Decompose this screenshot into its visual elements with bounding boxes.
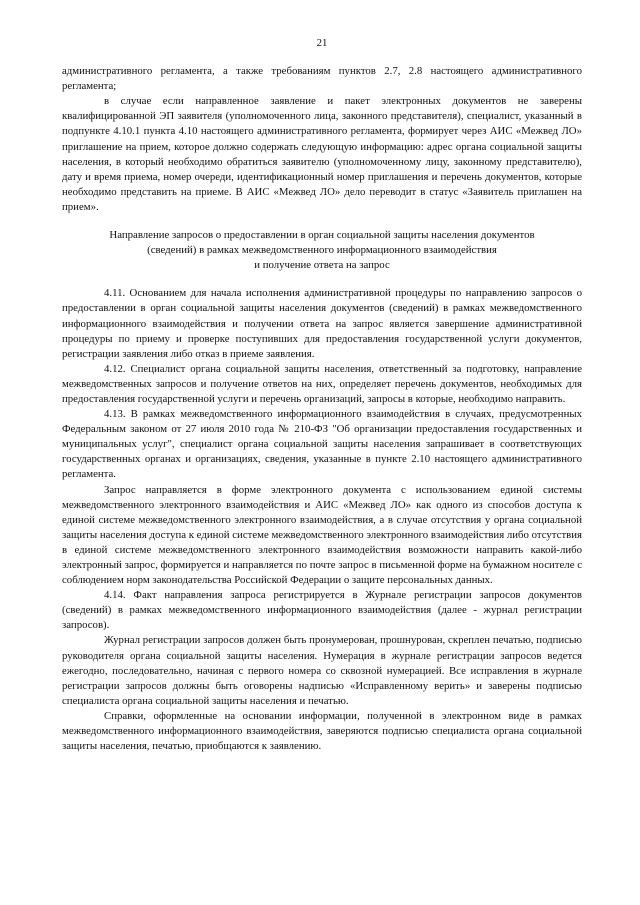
paragraph-request-form: Запрос направляется в форме электронного документа с использованием единой системы межведомственного электронного взаимодействия и АИС «Межвед ЛО» как одного из способов доступа к единой системе межведомственного электронного взаимодействия, а в случае отсутствия у органа социальной защиты населения доступа к единой системе межведомственного электронного взаимодействия либо отсутствия в единой системе межведомственного электронного взаимодействия возможности направить какой-либо электронный запрос, формируется и направляется по почте запрос в письменной форме на бумажном носителе с соблюдением норм законодательства Российской Федерации о защите персональных данных. <box>62 483 582 587</box>
paragraph-certificates: Справки, оформленные на основании информации, полученной в электронном виде в рамках межведомственного информационного взаимодействия, заверяются подписью специалиста органа социальной защиты населения, печатью, приобщаются к заявлению. <box>62 709 582 753</box>
paragraph-4-12: 4.12. Специалист органа социальной защиты населения, ответственный за подготовку, направление межведомственных запросов и получение ответов на них, определяет перечень документов, необходимых для предоставления государственной услуги и перечень организаций, запросы в которые, необходимо направить. <box>62 362 582 405</box>
section-heading-line: Направление запросов о предоставлении в орган социальной защиты населения документов <box>109 229 535 242</box>
paragraph-invitation: в случае если направленное заявление и пакет электронных документов не заверены квалифицированной ЭП заявителя (уполномоченного лица, законного представителя), специалист, указанный в подпункте 4.10.1 пункта 4.10 настоящего административного регламента, формирует через АИС «Межвед ЛО» приглашение на прием, которое должно содержать следующую информацию: адрес органа социальной защиты населения, в который необходимо обратиться заявителю (уполномоченному лицу, законному представителю), дату и время приема, номер очереди, идентификационный номер приглашения и перечень документов, которые необходимо представить на приеме. В АИС «Межвед ЛО» дело переводит в статус «Заявитель приглашен на прием». <box>62 95 582 213</box>
paragraph-4-14: 4.14. Факт направления запроса регистрируется в Журнале регистрации запросов документов (сведений) в рамках межведомственного информационного взаимодействия (далее - журнал регистрации запросов). <box>62 589 582 632</box>
section-heading-line: (сведений) в рамках межведомственного информационного взаимодействия <box>147 244 497 257</box>
page-number: 21 <box>316 37 328 49</box>
section-heading-line: и получение ответа на запрос <box>254 259 390 272</box>
paragraph-continuation: административного регламента, а также требованиям пунктов 2.7, 2.8 настоящего административного регламента; <box>62 65 582 93</box>
paragraph-4-11: 4.11. Основанием для начала исполнения административной процедуры по направлению запросов о предоставлении в орган социальной защиты населения документов (сведений) в рамках межведомственного информационного взаимодействия и получении ответа на запрос является завершение административной процедуры по приему и проверке поступивших для предоставления государственной услуги документов, регистрации заявления либо отказ в приеме заявления. <box>62 287 582 360</box>
paragraph-journal: Журнал регистрации запросов должен быть пронумерован, прошнурован, скреплен печатью, подписью руководителя органа социальной защиты населения. Нумерация в журнале регистрации запросов ведется ежегодно, последовательно, начиная с первого номера со сквозной нумерацией. Все исправления в журнале регистрации запросов должны быть оговорены надписью «Исправленному верить» и заверены подписью специалиста органа социальной защиты населения и печатью. <box>62 634 582 707</box>
paragraph-4-13: 4.13. В рамках межведомственного информационного взаимодействия в случаях, предусмотренных Федеральным законом от 27 июля 2010 года № 210-ФЗ "Об организации предоставления государственных и муниципальных услуг", специалист органа социальной защиты населения запрашивает в соответствующих государственных органах и организациях, сведения, указанные в пункте 2.10 настоящего административного регламента. <box>62 408 582 481</box>
section-heading <box>62 228 582 273</box>
